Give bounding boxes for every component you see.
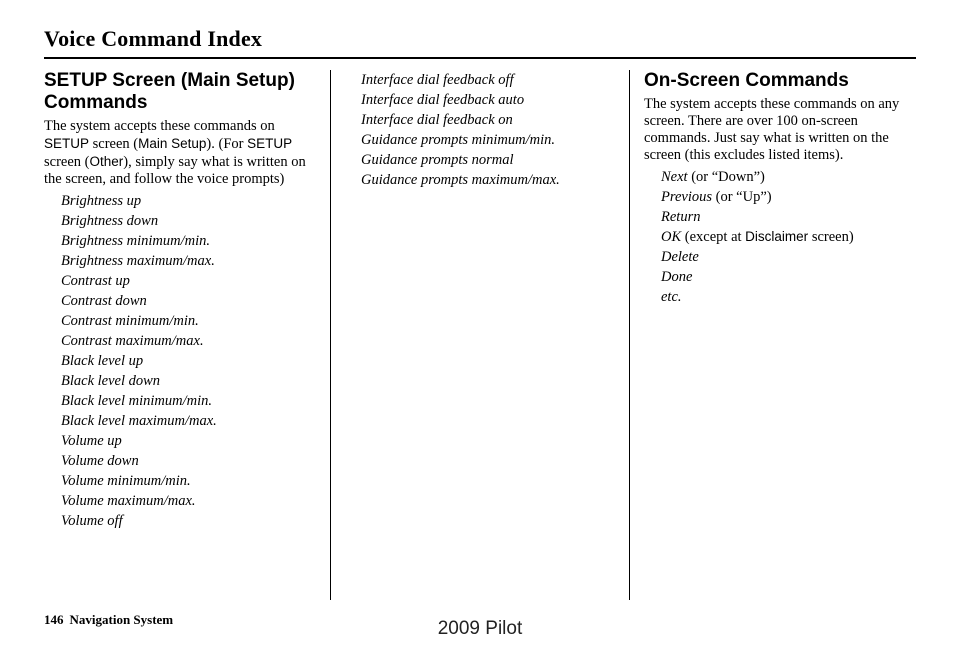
setup-section-heading: SETUP Screen (Main Setup) Commands: [44, 70, 295, 113]
column-onscreen-commands: [644, 68, 922, 307]
command-item: Guidance prompts normal: [361, 152, 514, 168]
other-label: Other: [89, 154, 124, 169]
command-item: Guidance prompts minimum/min.: [361, 132, 555, 148]
command-item: Volume down: [61, 453, 139, 469]
command-item-next: [661, 167, 922, 187]
intro-text: screen (: [89, 136, 139, 152]
setup-command-list: [44, 191, 316, 531]
column-divider: [330, 70, 331, 600]
setup-screen-label: SETUP: [247, 136, 293, 151]
command-note: screen): [808, 229, 854, 245]
title-divider: [44, 57, 916, 59]
command-item: Brightness up: [61, 193, 142, 209]
command-item: Black level maximum/max.: [61, 413, 217, 429]
command-item-etc: etc.: [661, 289, 682, 305]
command-item-delete: Delete: [661, 249, 699, 265]
command-item: Guidance prompts maximum/max.: [361, 172, 560, 188]
watermark: 2009 Pilot: [437, 618, 523, 639]
setup-intro-paragraph: [44, 118, 316, 188]
page-title: Voice Command Index: [44, 26, 263, 51]
command-item: Contrast maximum/max.: [61, 333, 204, 349]
page-number: 146: [44, 612, 64, 627]
command-item-previous: [661, 187, 922, 207]
command-item: Volume maximum/max.: [61, 493, 196, 509]
intro-text: ). (For: [206, 136, 248, 152]
command-item: Black level minimum/min.: [61, 393, 212, 409]
command-item: Volume minimum/min.: [61, 473, 191, 489]
onscreen-section-heading: On-Screen Commands: [644, 70, 849, 91]
command-item: Interface dial feedback off: [361, 72, 514, 88]
intro-text: screen (: [44, 154, 90, 170]
command-item-ok: [661, 227, 922, 247]
command-item: Brightness minimum/min.: [61, 233, 211, 249]
column-divider: [629, 70, 630, 600]
setup-screen-label: SETUP: [44, 136, 90, 151]
column-setup-commands: [44, 68, 316, 531]
command-item-return: Return: [661, 209, 701, 225]
command-item: Black level down: [61, 373, 161, 389]
command-item: Brightness maximum/max.: [61, 253, 215, 269]
setup-command-list-continued: [361, 70, 611, 190]
footer-label: Navigation System: [69, 612, 174, 627]
command-item: Volume up: [61, 433, 122, 449]
intro-text: ), simply say what is written on the screen, and follow the voice prompts): [44, 154, 306, 187]
column-setup-commands-continued: [361, 68, 611, 190]
disclaimer-label: Disclaimer: [745, 229, 809, 244]
command-item: Volume off: [61, 513, 123, 529]
onscreen-intro-paragraph: The system accepts these commands on any screen. There are over 100 on-screen commands. Just say what is written on the screen (this excludes listed items).: [644, 96, 900, 163]
intro-text: The system accepts these commands on: [44, 118, 275, 134]
command-item: Contrast down: [61, 293, 147, 309]
command-item: Interface dial feedback on: [361, 112, 513, 128]
command-item: Contrast minimum/min.: [61, 313, 199, 329]
command-item: Interface dial feedback auto: [361, 92, 525, 108]
command-word: Next: [661, 169, 688, 185]
main-setup-label: Main Setup: [138, 136, 207, 151]
command-note: (or “Down”): [687, 169, 765, 185]
command-note: (or “Up”): [712, 189, 772, 205]
command-item-done: Done: [661, 269, 693, 285]
onscreen-command-list: [644, 167, 922, 307]
command-item: Contrast up: [61, 273, 130, 289]
command-item: Black level up: [61, 353, 144, 369]
command-word: OK: [661, 229, 682, 245]
command-word: Previous: [661, 189, 713, 205]
command-note: (except at: [681, 229, 746, 245]
command-item: Brightness down: [61, 213, 159, 229]
